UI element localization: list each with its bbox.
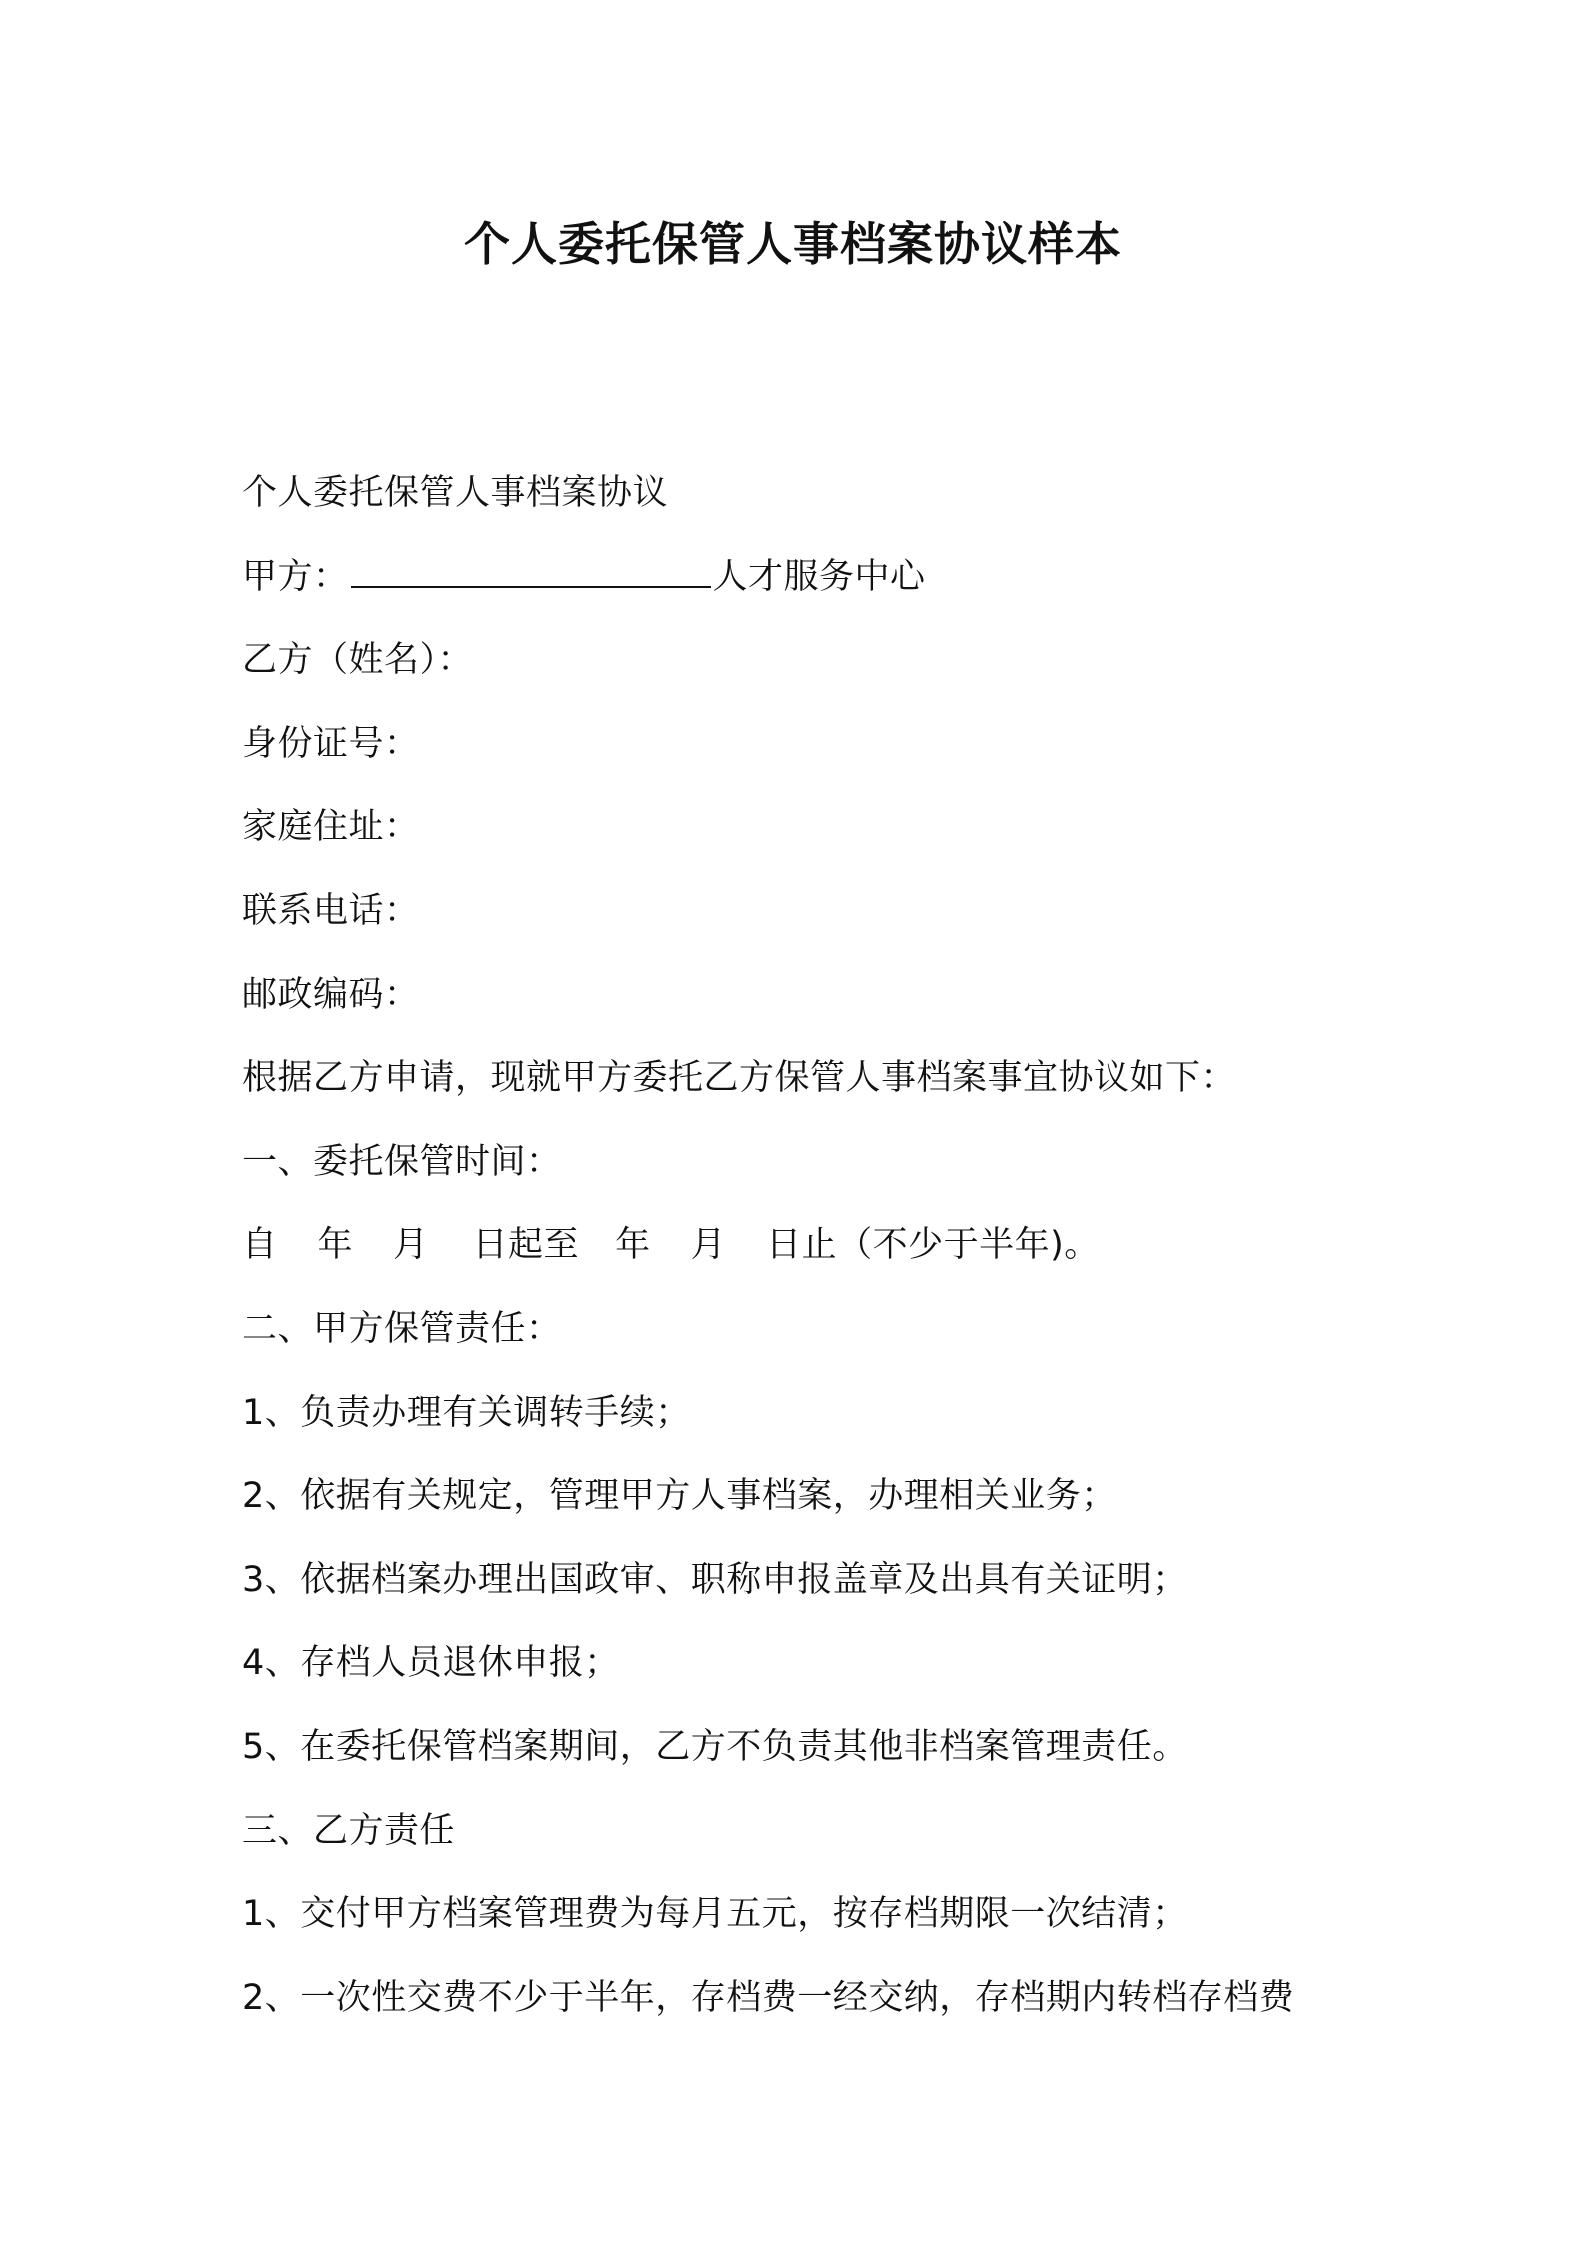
period-month1: 月 (393, 1225, 429, 1266)
section2-item: 4、存档人员退休申报； (242, 1643, 620, 1684)
intro-line: 根据乙方申请，现就甲方委托乙方保管人事档案事宜协议如下： (242, 1058, 1237, 1099)
party-a-suffix: 人才服务中心 (712, 556, 926, 597)
section2-item: 5、在委托保管档案期间，乙方不负责其他非档案管理责任。 (242, 1726, 1188, 1767)
period-from: 自 (242, 1225, 278, 1266)
postal-code-line: 邮政编码： (242, 974, 420, 1015)
party-b-name-line: 乙方（姓名）： (242, 640, 474, 681)
section3-title: 三、乙方责任 (242, 1810, 456, 1851)
period-month2: 月 (690, 1225, 727, 1266)
period-year1: 年 (317, 1225, 354, 1266)
section1-period-line (242, 1204, 1492, 1288)
phone-line: 联系电话： (242, 890, 420, 931)
section2-item: 2、依据有关规定，管理甲方人事档案，办理相关业务； (242, 1476, 1117, 1517)
section3-item: 2、一次性交费不少于半年，存档费一经交纳，存档期内转档存档费 (242, 1977, 1295, 2018)
document-title: 个人委托保管人事档案协议样本 (464, 217, 1122, 271)
period-day-to: 日止（不少于半年)。 (766, 1225, 1100, 1266)
party-a-line (242, 536, 1492, 620)
period-year2: 年 (615, 1225, 651, 1266)
section2-item: 3、依据档案办理出国政审、职称申报盖章及出具有关证明； (242, 1559, 1188, 1600)
document-body (242, 452, 1492, 2040)
section3-item: 1、交付甲方档案管理费为每月五元，按存档期限一次结清； (242, 1894, 1188, 1935)
home-address-line: 家庭住址： (242, 807, 420, 848)
period-day-from: 日起至 (472, 1225, 580, 1266)
section2-item: 1、负责办理有关调转手续； (242, 1392, 691, 1433)
section2-title: 二、甲方保管责任： (242, 1308, 562, 1349)
party-a-blank (351, 556, 711, 588)
id-number-line: 身份证号： (242, 723, 420, 764)
section1-title: 一、委托保管时间： (242, 1141, 562, 1182)
agreement-heading: 个人委托保管人事档案协议 (242, 473, 669, 513)
party-a-label: 甲方： (242, 556, 349, 597)
